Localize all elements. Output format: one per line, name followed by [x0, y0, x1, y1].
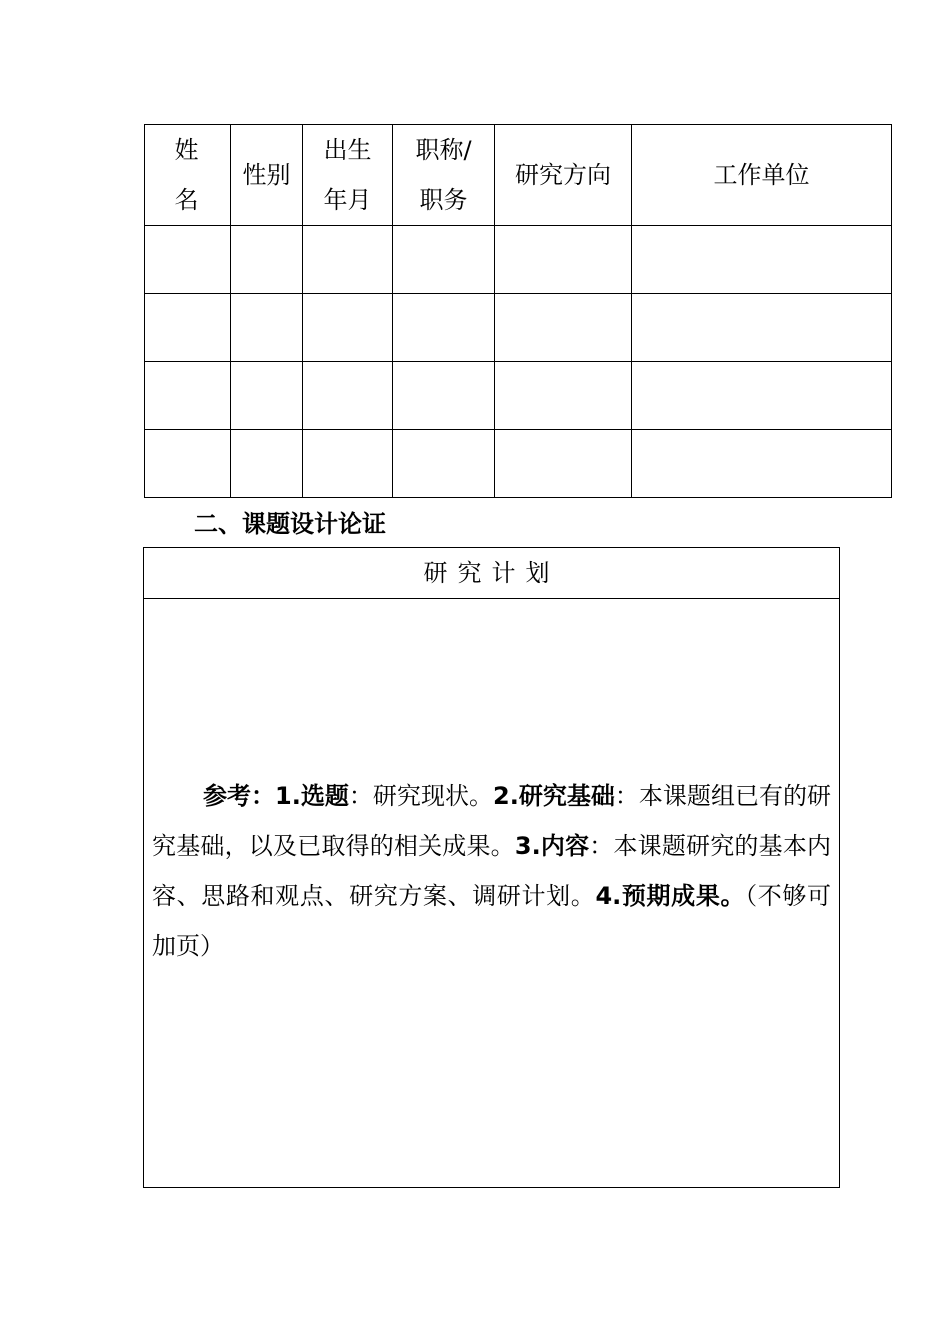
- header-birth: 出生 年月: [303, 125, 393, 226]
- header-name: 姓 名: [145, 125, 231, 226]
- table-cell[interactable]: [145, 430, 231, 498]
- members-table: [144, 124, 892, 498]
- plan-part: 1.选题: [275, 782, 349, 810]
- table-row: [145, 294, 892, 362]
- plan-part: （不够可加页）: [152, 882, 832, 960]
- table-cell[interactable]: [632, 362, 892, 430]
- plan-part: 3.内容: [514, 832, 590, 860]
- table-header-row: [145, 125, 892, 226]
- header-work-unit: 工作单位: [632, 125, 892, 226]
- research-plan-header: 研究计划: [144, 548, 839, 599]
- table-cell[interactable]: [303, 294, 393, 362]
- plan-part: 参考：: [203, 782, 276, 810]
- table-cell[interactable]: [495, 226, 632, 294]
- header-title: 职称/ 职务: [393, 125, 495, 226]
- table-cell[interactable]: [495, 294, 632, 362]
- table-cell[interactable]: [145, 362, 231, 430]
- table-cell[interactable]: [393, 430, 495, 498]
- header-research-direction: 研究方向: [495, 125, 632, 226]
- table-cell[interactable]: [632, 226, 892, 294]
- table-cell[interactable]: [495, 430, 632, 498]
- research-plan-box: [143, 547, 840, 1188]
- plan-part: ：研究现状。: [348, 782, 493, 810]
- section-title: 二、课题设计论证: [194, 510, 386, 538]
- table-cell[interactable]: [231, 430, 303, 498]
- table-cell[interactable]: [231, 294, 303, 362]
- plan-part: ：本课题组已有的研究基础，以及已取得的相关成果。: [152, 782, 831, 860]
- table-cell[interactable]: [231, 226, 303, 294]
- table-cell[interactable]: [145, 226, 231, 294]
- header-gender: 性别: [231, 125, 303, 226]
- table-cell[interactable]: [303, 430, 393, 498]
- table-row: [145, 226, 892, 294]
- plan-part: ：本课题研究的基本内容、思路和观点、研究方案、调研计划。: [152, 832, 832, 910]
- table-cell[interactable]: [145, 294, 231, 362]
- table-cell[interactable]: [632, 430, 892, 498]
- research-plan-body[interactable]: [152, 771, 831, 971]
- table-cell[interactable]: [393, 294, 495, 362]
- table-cell[interactable]: [495, 362, 632, 430]
- table-row: [145, 430, 892, 498]
- table-cell[interactable]: [393, 226, 495, 294]
- table-cell[interactable]: [231, 362, 303, 430]
- plan-part: 4.预期成果。: [595, 882, 746, 910]
- plan-part: 2.研究基础: [493, 782, 615, 810]
- table-row: [145, 362, 892, 430]
- table-cell[interactable]: [303, 226, 393, 294]
- table-cell[interactable]: [393, 362, 495, 430]
- table-cell[interactable]: [632, 294, 892, 362]
- table-cell[interactable]: [303, 362, 393, 430]
